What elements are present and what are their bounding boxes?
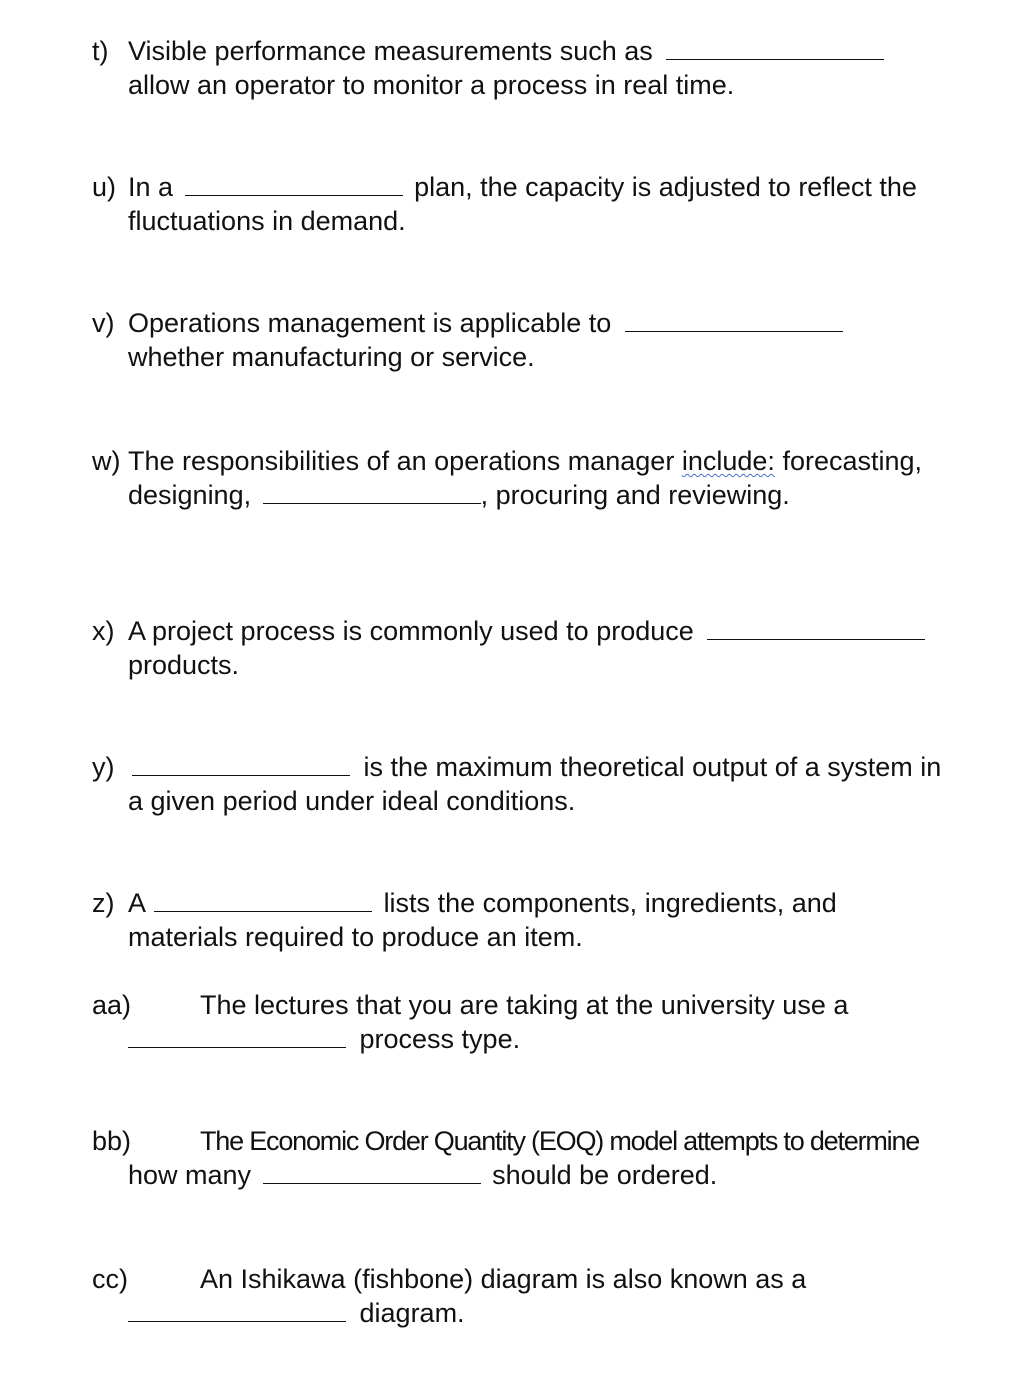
question-text: The lectures that you are taking at the university use a — [200, 990, 849, 1020]
answer-blank[interactable] — [128, 1297, 346, 1322]
question-text: The Economic Order Quantity (EOQ) model attempts to determine — [200, 1126, 920, 1156]
question-label: t) — [92, 36, 109, 66]
question-text: should be ordered. — [492, 1160, 718, 1190]
question-text: The responsibilities of an operations manager — [128, 446, 675, 476]
question-text: is the maximum theoretical output of a system in — [363, 752, 942, 782]
question-text: how many — [128, 1160, 252, 1190]
question-text: fluctuations in demand. — [128, 206, 406, 236]
question-text: A project process is commonly used to produce — [128, 616, 694, 646]
question-label: aa) — [92, 990, 132, 1020]
question-text: In a — [128, 172, 174, 202]
answer-blank[interactable] — [263, 479, 481, 504]
answer-blank[interactable] — [263, 1159, 481, 1184]
question-text: a given period under ideal conditions. — [128, 786, 576, 816]
question-label: cc) — [92, 1264, 128, 1294]
question-text: process type. — [359, 1024, 521, 1054]
question-label: z) — [92, 888, 115, 918]
question-text: whether manufacturing or service. — [128, 342, 535, 372]
question-text: products. — [128, 650, 240, 680]
question-label: y) — [92, 752, 115, 782]
question-text: A — [128, 888, 145, 918]
question-text: plan, the capacity is adjusted to reflect the — [414, 172, 917, 202]
question-text: forecasting, — [782, 446, 923, 476]
question-text: designing, — [128, 480, 252, 510]
question-label: v) — [92, 308, 115, 338]
question-label: bb) — [92, 1126, 132, 1156]
question-text: lists the components, ingredients, and — [383, 888, 837, 918]
question-label: w) — [92, 446, 121, 476]
question-text: , procuring and reviewing. — [480, 480, 790, 510]
question-text: materials required to produce an item. — [128, 922, 583, 952]
answer-blank[interactable] — [128, 1023, 346, 1048]
answer-blank[interactable] — [666, 35, 884, 60]
question-text: Visible performance measurements such as — [128, 36, 653, 66]
answer-blank[interactable] — [185, 171, 403, 196]
answer-blank[interactable] — [154, 887, 372, 912]
answer-blank[interactable] — [625, 307, 843, 332]
question-text: diagram. — [359, 1298, 465, 1328]
question-text: Operations management is applicable to — [128, 308, 612, 338]
question-text: An Ishikawa (fishbone) diagram is also known as a — [200, 1264, 807, 1294]
question-label: x) — [92, 616, 115, 646]
answer-blank[interactable] — [707, 615, 925, 640]
question-label: u) — [92, 172, 117, 202]
spellcheck-flagged-word: include: — [681, 446, 775, 476]
question-text: allow an operator to monitor a process in real time. — [128, 70, 735, 100]
answer-blank[interactable] — [132, 751, 350, 776]
